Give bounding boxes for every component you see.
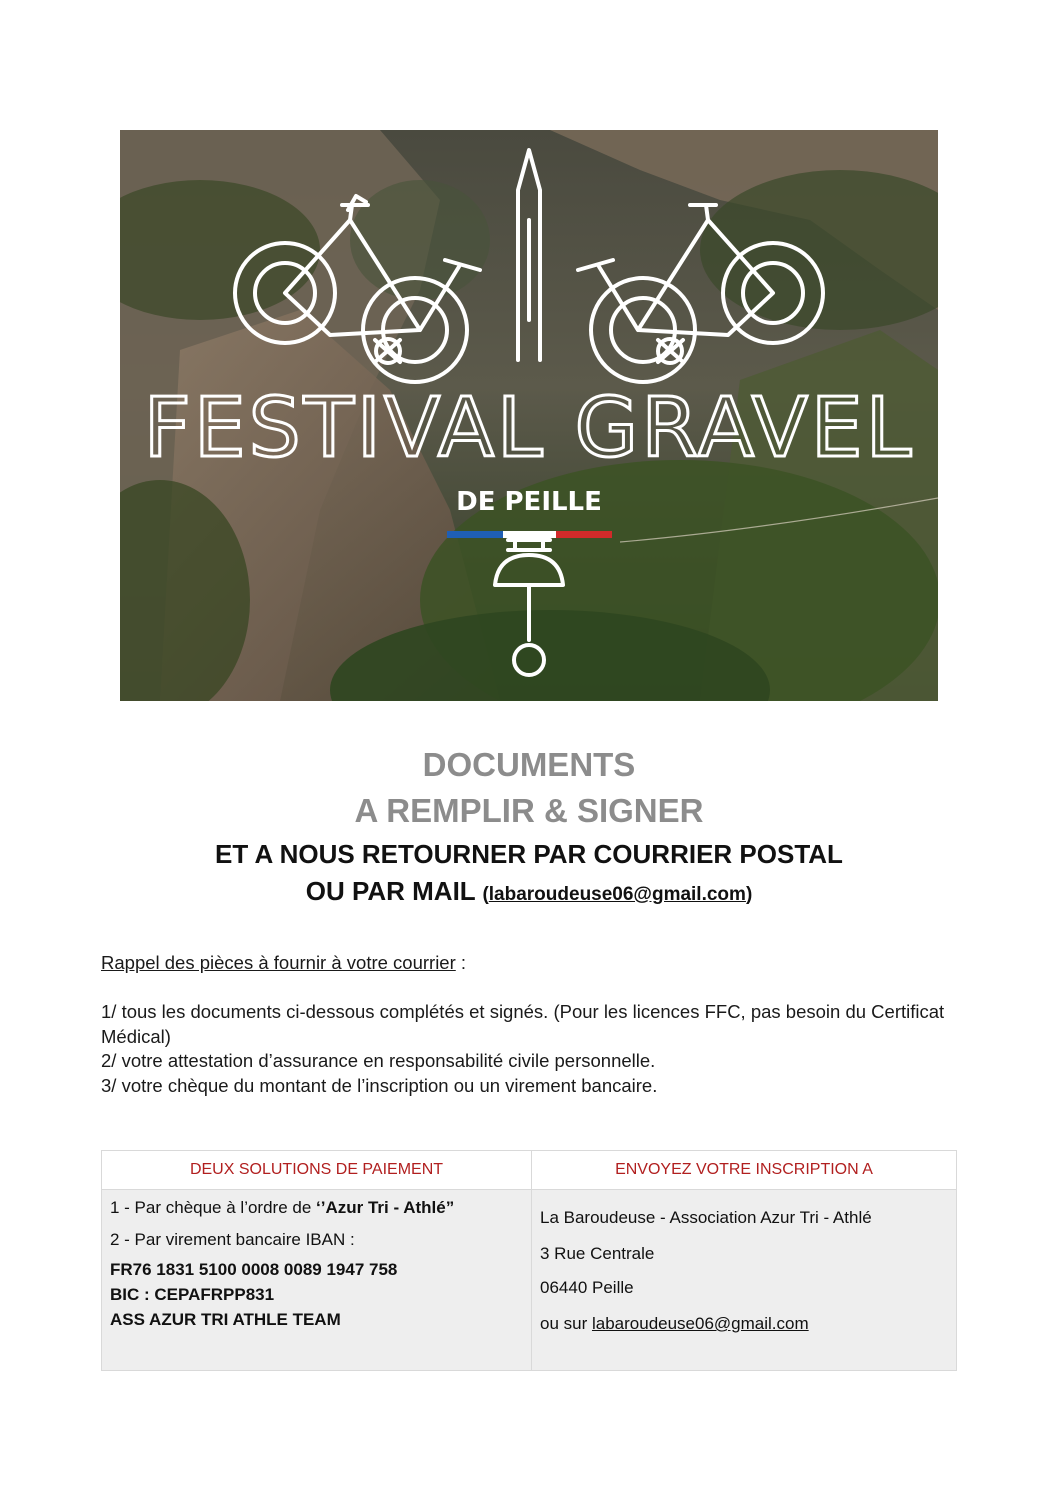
flag-white-stripe: [503, 531, 556, 538]
address-cell: [532, 1190, 957, 1371]
heading-or-mail: OU PAR MAIL (labaroudeuse06@gmail.com): [305, 876, 753, 906]
address-email-link[interactable]: labaroudeuse06@gmail.com: [591, 1314, 809, 1333]
reminder-title-text: Rappel des pièces à fournir à votre courrier: [101, 952, 456, 973]
flag-red-stripe: [556, 531, 612, 538]
cheque-label: 1 - Par chèque à l’ordre de: [110, 1198, 317, 1217]
address-header: ENVOYEZ VOTRE INSCRIPTION A: [532, 1151, 957, 1190]
address-email-line: [540, 1314, 948, 1334]
logo-title: FESTIVAL GRAVEL: [143, 381, 915, 476]
reminder-title-colon: :: [455, 952, 467, 973]
cheque-line: [110, 1198, 523, 1218]
account-holder: ASS AZUR TRI ATHLE TEAM: [110, 1310, 341, 1329]
address-line: La Baroudeuse - Association Azur Tri - Athlé: [540, 1208, 872, 1227]
bic-value: BIC : CEPAFRPP831: [110, 1285, 275, 1304]
heading-or-mail-label: OU PAR MAIL: [305, 876, 476, 906]
iban-value: FR76 1831 5100 0008 0089 1947 758: [110, 1260, 398, 1279]
payment-table: [101, 1150, 957, 1371]
heading-return-post: ET A NOUS RETOURNER PAR COURRIER POSTAL: [215, 839, 843, 869]
heading-email-link[interactable]: labaroudeuse06@gmail.com: [488, 884, 746, 905]
list-item: 1/ tous les documents ci-dessous complétés et signés. (Pour les licences FFC, pas besoin du Certificat Médical): [101, 1001, 945, 1047]
list-item: 2/ votre attestation d’assurance en responsabilité civile personnelle.: [101, 1050, 656, 1071]
reminder-title: [101, 951, 951, 976]
address-email-prefix: ou sur: [540, 1314, 592, 1333]
transfer-line: 2 - Par virement bancaire IBAN :: [110, 1230, 355, 1249]
cheque-payee: ‘’Azur Tri - Athlé”: [316, 1198, 455, 1217]
hero-banner: [120, 130, 938, 701]
heading-documents: DOCUMENTS: [422, 746, 636, 783]
address-line: 3 Rue Centrale: [540, 1244, 655, 1263]
list-item: 3/ votre chèque du montant de l’inscription ou un virement bancaire.: [101, 1074, 658, 1096]
payment-header: DEUX SOLUTIONS DE PAIEMENT: [102, 1151, 532, 1190]
payment-cell: [102, 1190, 532, 1371]
festival-logo-image: [120, 130, 938, 701]
flag-blue-stripe: [447, 531, 503, 538]
address-line: 06440 Peille: [540, 1278, 634, 1297]
logo-subtitle: DE PEILLE: [456, 487, 602, 517]
heading-fill-sign: A REMPLIR & SIGNER: [354, 792, 704, 829]
reminder-list: [101, 1000, 951, 1098]
